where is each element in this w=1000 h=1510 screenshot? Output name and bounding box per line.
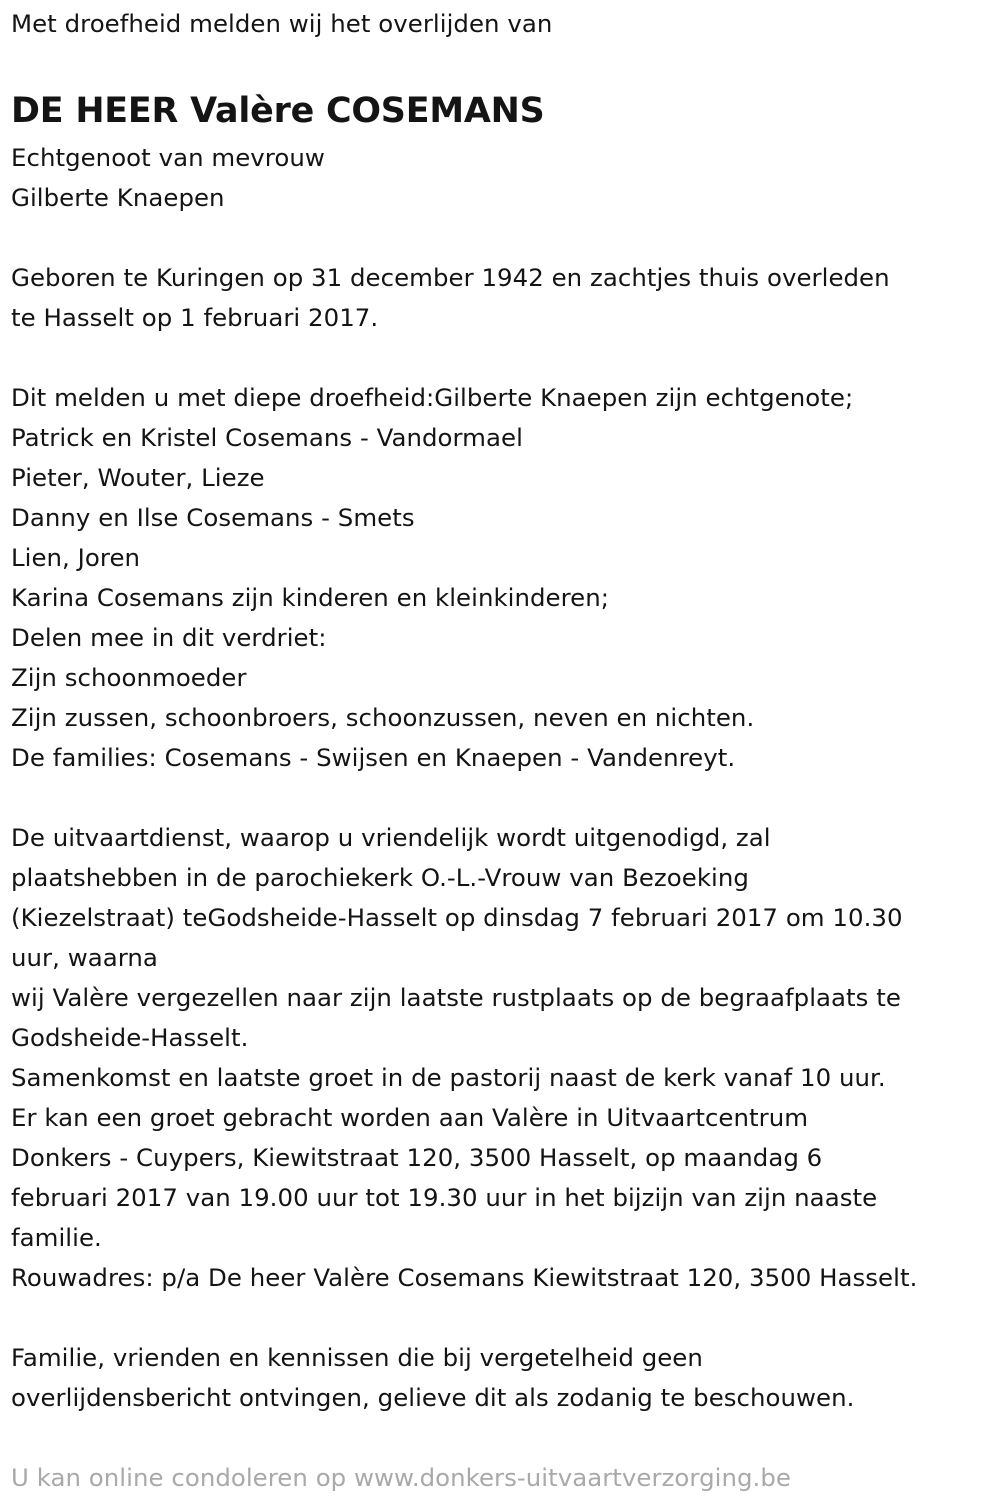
funeral-line: februari 2017 van 19.00 uur tot 19.30 uur in het bijzijn van zijn naaste — [11, 1183, 878, 1212]
family-line: Zijn schoonmoeder — [11, 663, 247, 692]
closing-line: overlijdensbericht ontvingen, gelieve dit als zodanig te beschouwen. — [11, 1383, 855, 1412]
funeral-line: Rouwadres: p/a De heer Valère Cosemans Kiewitstraat 120, 3500 Hasselt. — [11, 1263, 918, 1292]
family-line: De families: Cosemans - Swijsen en Knaepen - Vandenreyt. — [11, 743, 736, 772]
family-line: Pieter, Wouter, Lieze — [11, 463, 265, 492]
funeral-line: Samenkomst en laatste groet in de pastorij naast de kerk vanaf 10 uur. — [11, 1063, 886, 1092]
family-line: Delen mee in dit verdriet: — [11, 623, 327, 652]
funeral-line: Er kan een groet gebracht worden aan Valère in Uitvaartcentrum — [11, 1103, 809, 1132]
funeral-line: De uitvaartdienst, waarop u vriendelijk wordt uitgenodigd, zal — [11, 823, 771, 852]
funeral-line: Donkers - Cuypers, Kiewitstraat 120, 3500 Hasselt, op maandag 6 — [11, 1143, 823, 1172]
paragraph-spacer — [11, 218, 996, 258]
online-condolence-footer: U kan online condoleren op www.donkers-uitvaartverzorging.be — [11, 1463, 791, 1492]
spouse-line: Echtgenoot van mevrouw — [11, 143, 325, 172]
obituary-notice — [11, 4, 996, 1498]
funeral-line: (Kiezelstraat) teGodsheide-Hasselt op dinsdag 7 februari 2017 om 10.30 — [11, 903, 903, 932]
birth-line: te Hasselt op 1 februari 2017. — [11, 303, 379, 332]
spouse-line: Gilberte Knaepen — [11, 183, 225, 212]
funeral-line: uur, waarna — [11, 943, 158, 972]
closing-line: Familie, vrienden en kennissen die bij vergetelheid geen — [11, 1343, 703, 1372]
funeral-line: Godsheide-Hasselt. — [11, 1023, 249, 1052]
family-line: Danny en Ilse Cosemans - Smets — [11, 503, 415, 532]
paragraph-spacer — [11, 1298, 996, 1338]
deceased-name: DE HEER Valère COSEMANS — [11, 91, 545, 131]
funeral-line: plaatshebben in de parochiekerk O.-L.-Vrouw van Bezoeking — [11, 863, 749, 892]
family-line: Lien, Joren — [11, 543, 141, 572]
family-line: Karina Cosemans zijn kinderen en kleinkinderen; — [11, 583, 610, 612]
paragraph-spacer — [11, 1418, 996, 1458]
family-line: Patrick en Kristel Cosemans - Vandormael — [11, 423, 523, 452]
family-line: Dit melden u met diepe droefheid:Gilberte Knaepen zijn echtgenote; — [11, 383, 854, 412]
funeral-line: wij Valère vergezellen naar zijn laatste rustplaats op de begraafplaats te — [11, 983, 901, 1012]
intro-text: Met droefheid melden wij het overlijden van — [11, 9, 553, 38]
paragraph-spacer — [11, 338, 996, 378]
family-line: Zijn zussen, schoonbroers, schoonzussen, neven en nichten. — [11, 703, 755, 732]
birth-line: Geboren te Kuringen op 31 december 1942 en zachtjes thuis overleden — [11, 263, 890, 292]
funeral-line: familie. — [11, 1223, 102, 1252]
paragraph-spacer — [11, 778, 996, 818]
